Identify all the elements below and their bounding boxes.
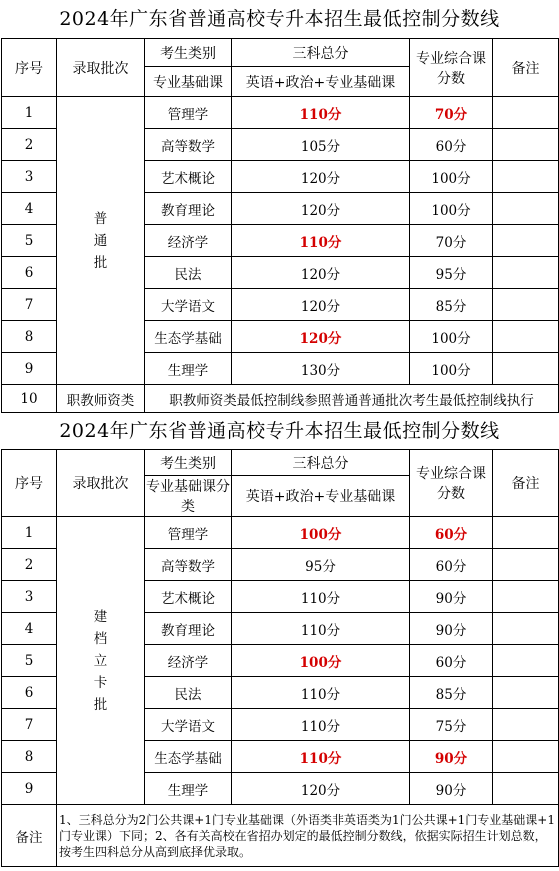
row-specialty: 90分 bbox=[410, 741, 493, 773]
row-seq: 7 bbox=[2, 289, 57, 321]
row-total: 120分 bbox=[232, 257, 410, 289]
row-remark bbox=[493, 581, 559, 613]
row-subject: 艺术概论 bbox=[145, 161, 232, 193]
row-remark bbox=[493, 613, 559, 645]
row-seq: 4 bbox=[2, 613, 57, 645]
row-total: 100分 bbox=[232, 645, 410, 677]
row-subject: 经济学 bbox=[145, 225, 232, 257]
row-total: 100分 bbox=[232, 517, 410, 549]
row-remark bbox=[493, 517, 559, 549]
row-subject: 管理学 bbox=[145, 97, 232, 129]
header-remark: 备注 bbox=[493, 39, 559, 97]
row-total: 120分 bbox=[232, 193, 410, 225]
row-seq: 6 bbox=[2, 677, 57, 709]
row-total: 110分 bbox=[232, 97, 410, 129]
header-subject: 专业基础课分类 bbox=[145, 476, 232, 517]
row-seq: 3 bbox=[2, 581, 57, 613]
batch-text: 建 档 立 卡 批 bbox=[93, 608, 108, 713]
row-subject: 管理学 bbox=[145, 517, 232, 549]
row-subject: 高等数学 bbox=[145, 549, 232, 581]
row-specialty: 95分 bbox=[410, 257, 493, 289]
row-specialty: 100分 bbox=[410, 353, 493, 385]
row-total: 120分 bbox=[232, 289, 410, 321]
table1 bbox=[1, 38, 559, 413]
row-remark bbox=[493, 709, 559, 741]
header-subject: 专业基础课 bbox=[145, 67, 232, 97]
row-total: 110分 bbox=[232, 709, 410, 741]
row-subject: 艺术概论 bbox=[145, 581, 232, 613]
row-remark bbox=[493, 353, 559, 385]
row-subject: 生理学 bbox=[145, 353, 232, 385]
row-remark bbox=[493, 97, 559, 129]
row-total: 110分 bbox=[232, 225, 410, 257]
table2 bbox=[1, 449, 559, 867]
header-seq: 序号 bbox=[2, 450, 57, 517]
row-seq: 1 bbox=[2, 97, 57, 129]
row-seq: 2 bbox=[2, 549, 57, 581]
row-subject: 经济学 bbox=[145, 645, 232, 677]
header-category: 考生类别 bbox=[145, 450, 232, 476]
row-remark bbox=[493, 289, 559, 321]
row-seq: 3 bbox=[2, 161, 57, 193]
row-subject: 教育理论 bbox=[145, 193, 232, 225]
row-seq: 8 bbox=[2, 741, 57, 773]
row-subject: 高等数学 bbox=[145, 129, 232, 161]
row-remark bbox=[493, 129, 559, 161]
row-subject: 民法 bbox=[145, 257, 232, 289]
header-seq: 序号 bbox=[2, 39, 57, 97]
header-total: 三科总分 bbox=[232, 39, 410, 67]
row-subject: 生态学基础 bbox=[145, 741, 232, 773]
row-specialty: 70分 bbox=[410, 97, 493, 129]
row-seq: 6 bbox=[2, 257, 57, 289]
header-batch: 录取批次 bbox=[57, 450, 145, 517]
batch-label bbox=[57, 517, 145, 805]
row-remark bbox=[493, 225, 559, 257]
row-total: 130分 bbox=[232, 353, 410, 385]
row-specialty: 100分 bbox=[410, 193, 493, 225]
row-seq: 5 bbox=[2, 225, 57, 257]
row-seq: 4 bbox=[2, 193, 57, 225]
batch-text: 普 通 批 bbox=[93, 210, 108, 271]
row-subject: 民法 bbox=[145, 677, 232, 709]
batch-label bbox=[57, 97, 145, 385]
row-specialty: 90分 bbox=[410, 581, 493, 613]
row-specialty: 85分 bbox=[410, 677, 493, 709]
row-total: 120分 bbox=[232, 773, 410, 805]
row-remark bbox=[493, 161, 559, 193]
row-total: 105分 bbox=[232, 129, 410, 161]
row-subject: 教育理论 bbox=[145, 613, 232, 645]
row-total: 120分 bbox=[232, 161, 410, 193]
row-specialty: 60分 bbox=[410, 549, 493, 581]
row-remark bbox=[493, 677, 559, 709]
row-remark bbox=[493, 257, 559, 289]
row-specialty: 100分 bbox=[410, 321, 493, 353]
row-subject: 生理学 bbox=[145, 773, 232, 805]
header-formula: 英语+政治+专业基础课 bbox=[232, 476, 410, 517]
row-seq: 9 bbox=[2, 773, 57, 805]
row-remark bbox=[493, 645, 559, 677]
row-specialty: 60分 bbox=[410, 129, 493, 161]
row-specialty: 90分 bbox=[410, 613, 493, 645]
row-remark bbox=[493, 193, 559, 225]
row-total: 110分 bbox=[232, 741, 410, 773]
row-total: 95分 bbox=[232, 549, 410, 581]
note-text: 1、三科总分为2门公共课+1门专业基础课（外语类非英语类为1门公共课+1门专业基础课+1门专业课）下同；2、各有关高校在省招办划定的最低控制分数线，依据实际招生计划总数，按考生四科总分从高到底择优录取。 bbox=[57, 805, 559, 867]
header-category: 考生类别 bbox=[145, 39, 232, 67]
header-specialty-score: 专业综合课分数 bbox=[410, 450, 493, 517]
vocational-note: 职教师资类最低控制线参照普通普通批次考生最低控制线执行 bbox=[145, 385, 559, 413]
row-remark bbox=[493, 741, 559, 773]
row-specialty: 85分 bbox=[410, 289, 493, 321]
row-seq: 7 bbox=[2, 709, 57, 741]
row-remark bbox=[493, 773, 559, 805]
table2-title: 2024年广东省普通高校专升本招生最低控制分数线 bbox=[59, 420, 500, 442]
row-seq: 5 bbox=[2, 645, 57, 677]
header-specialty-score: 专业综合课分数 bbox=[410, 39, 493, 97]
note-label: 备注 bbox=[2, 805, 57, 867]
row-seq: 2 bbox=[2, 129, 57, 161]
row-remark bbox=[493, 549, 559, 581]
row-specialty: 60分 bbox=[410, 517, 493, 549]
row-total: 110分 bbox=[232, 613, 410, 645]
row-total: 110分 bbox=[232, 581, 410, 613]
row-subject: 大学语文 bbox=[145, 289, 232, 321]
row-subject: 生态学基础 bbox=[145, 321, 232, 353]
row-specialty: 75分 bbox=[410, 709, 493, 741]
row-seq: 1 bbox=[2, 517, 57, 549]
header-remark: 备注 bbox=[493, 450, 559, 517]
row-specialty: 70分 bbox=[410, 225, 493, 257]
row-specialty: 60分 bbox=[410, 645, 493, 677]
row-total: 110分 bbox=[232, 677, 410, 709]
row-subject: 大学语文 bbox=[145, 709, 232, 741]
row-seq: 9 bbox=[2, 353, 57, 385]
row-specialty: 90分 bbox=[410, 773, 493, 805]
row-specialty: 100分 bbox=[410, 161, 493, 193]
batch-vocational: 职教师资类 bbox=[57, 385, 145, 413]
header-batch: 录取批次 bbox=[57, 39, 145, 97]
table1-title: 2024年广东省普通高校专升本招生最低控制分数线 bbox=[59, 8, 500, 30]
row-seq: 8 bbox=[2, 321, 57, 353]
header-formula: 英语+政治+专业基础课 bbox=[232, 67, 410, 97]
row-remark bbox=[493, 321, 559, 353]
row-total: 120分 bbox=[232, 321, 410, 353]
header-total: 三科总分 bbox=[232, 450, 410, 476]
row-seq: 10 bbox=[2, 385, 57, 413]
